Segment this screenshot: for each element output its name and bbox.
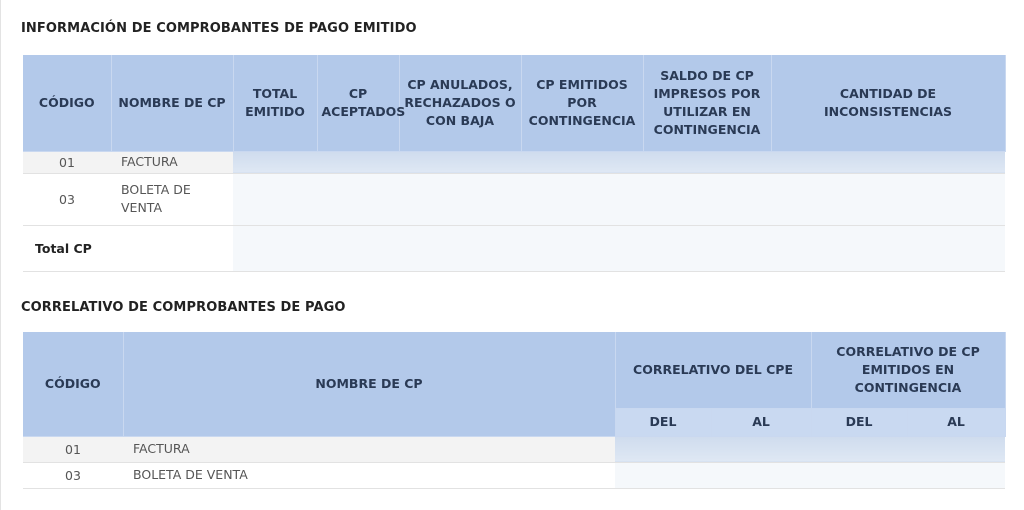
section-title-correlative: CORRELATIVO DE COMPROBANTES DE PAGO [21, 300, 346, 315]
col-header-correlativo-cpe: CORRELATIVO DEL CPE [615, 332, 811, 408]
col-header-correlativo-contingencia: CORRELATIVO DE CP EMITIDOS EN CONTINGENCIA [811, 332, 1005, 408]
row-code: 01 [23, 151, 111, 173]
redacted-values [615, 462, 1005, 488]
table-row [23, 151, 1005, 173]
issued-table [23, 55, 1006, 272]
redacted-values [615, 436, 1005, 462]
col-header-anulados: CP ANULADOS, RECHAZADOS O CON BAJA [399, 55, 521, 151]
col-header-contingencia: CP EMITIDOS POR CONTINGENCIA [521, 55, 643, 151]
row-name: FACTURA [123, 436, 615, 462]
total-label: Total CP [23, 225, 233, 271]
col-header-aceptados: CP ACEPTADOS [317, 55, 399, 151]
col-header-al: AL [907, 408, 1005, 436]
col-header-del: DEL [811, 408, 907, 436]
row-code: 03 [23, 173, 111, 225]
correlative-table [23, 332, 1006, 489]
section-title-issued: INFORMACIÓN DE COMPROBANTES DE PAGO EMITIDO [21, 21, 417, 36]
table-row [23, 436, 1005, 462]
row-code: 03 [23, 462, 123, 488]
col-header-saldo: SALDO DE CP IMPRESOS POR UTILIZAR EN CONTINGENCIA [643, 55, 771, 151]
table-row [23, 462, 1005, 488]
redacted-values [233, 225, 1005, 271]
col-header-codigo: CÓDIGO [23, 332, 123, 436]
row-code: 01 [23, 436, 123, 462]
table-row [23, 173, 1005, 225]
correlative-header-row [23, 332, 1005, 408]
redacted-values [233, 151, 1005, 173]
row-name: BOLETA DE VENTA [123, 462, 615, 488]
col-header-codigo: CÓDIGO [23, 55, 111, 151]
issued-header-row [23, 55, 1005, 151]
col-header-total-emitido: TOTAL EMITIDO [233, 55, 317, 151]
row-name: FACTURA [111, 151, 233, 173]
col-header-al: AL [711, 408, 811, 436]
col-header-nombre: NOMBRE DE CP [111, 55, 233, 151]
total-row [23, 225, 1005, 271]
redacted-values [233, 173, 1005, 225]
col-header-del: DEL [615, 408, 711, 436]
col-header-inconsistencias: CANTIDAD DE INCONSISTENCIAS [771, 55, 1005, 151]
col-header-nombre: NOMBRE DE CP [123, 332, 615, 436]
row-name: BOLETA DE VENTA [111, 173, 233, 225]
